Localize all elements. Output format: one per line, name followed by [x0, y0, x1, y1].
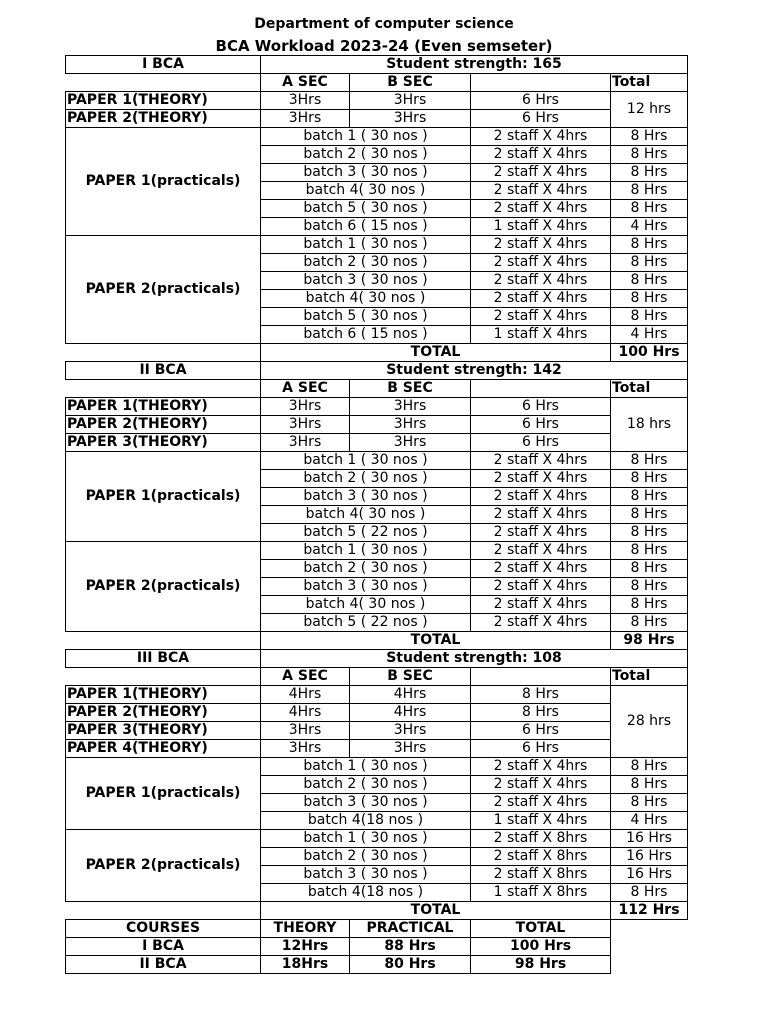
- batch-hours: 16 Hrs: [611, 866, 688, 884]
- theory-total: 18 hrs: [611, 398, 688, 452]
- batch-hours: 4 Hrs: [611, 218, 688, 236]
- a-sec-hours: 4Hrs: [261, 704, 350, 722]
- batch-label: batch 5 ( 22 nos ): [261, 524, 471, 542]
- blank-cell: [66, 668, 261, 686]
- total-label: TOTAL: [261, 902, 611, 920]
- batch-hours: 8 Hrs: [611, 452, 688, 470]
- batch-label: batch 1 ( 30 nos ): [261, 758, 471, 776]
- staff-hours: 2 staff X 4hrs: [471, 164, 611, 182]
- summary-cell: 100 Hrs: [471, 938, 611, 956]
- staff-hours: 2 staff X 4hrs: [471, 146, 611, 164]
- blank-cell: [66, 632, 261, 650]
- year-header-row: [66, 362, 688, 380]
- student-strength: Student strength: 165: [261, 56, 688, 74]
- paper-name: PAPER 3(THEORY): [66, 434, 261, 452]
- staff-hours: 2 staff X 4hrs: [471, 596, 611, 614]
- summary-cell: 18Hrs: [261, 956, 350, 974]
- column-header-row: [66, 74, 688, 92]
- staff-hours: 2 staff X 4hrs: [471, 488, 611, 506]
- theory-row: [66, 92, 688, 110]
- col-b-sec: B SEC: [350, 380, 471, 398]
- batch-hours: 8 Hrs: [611, 776, 688, 794]
- paper-hours: 6 Hrs: [471, 740, 611, 758]
- col-total: Total: [611, 668, 688, 686]
- batch-label: batch 1 ( 30 nos ): [261, 128, 471, 146]
- batch-hours: 8 Hrs: [611, 128, 688, 146]
- year-total: 112 Hrs: [611, 902, 688, 920]
- a-sec-hours: 3Hrs: [261, 110, 350, 128]
- practical-name: PAPER 1(practicals): [66, 128, 261, 236]
- total-row: [66, 902, 688, 920]
- col-b-sec: B SEC: [350, 74, 471, 92]
- theory-row: [66, 686, 688, 704]
- b-sec-hours: 3Hrs: [350, 434, 471, 452]
- staff-hours: 1 staff X 4hrs: [471, 326, 611, 344]
- batch-label: batch 5 ( 30 nos ): [261, 200, 471, 218]
- staff-hours: 2 staff X 8hrs: [471, 848, 611, 866]
- batch-hours: 8 Hrs: [611, 758, 688, 776]
- department-title: Department of computer science: [254, 16, 514, 32]
- col-total: Total: [611, 74, 688, 92]
- staff-hours: 2 staff X 4hrs: [471, 470, 611, 488]
- staff-hours: 1 staff X 8hrs: [471, 884, 611, 902]
- staff-hours: 2 staff X 4hrs: [471, 236, 611, 254]
- batch-hours: 8 Hrs: [611, 470, 688, 488]
- blank-cell: [471, 74, 611, 92]
- paper-name: PAPER 1(THEORY): [66, 398, 261, 416]
- batch-label: batch 2 ( 30 nos ): [261, 776, 471, 794]
- paper-hours: 6 Hrs: [471, 110, 611, 128]
- batch-label: batch 2 ( 30 nos ): [261, 470, 471, 488]
- blank-cell: [66, 902, 261, 920]
- paper-name: PAPER 2(THEORY): [66, 704, 261, 722]
- blank-cell: [611, 920, 688, 938]
- batch-label: batch 3 ( 30 nos ): [261, 578, 471, 596]
- practical-row: [66, 128, 688, 146]
- batch-hours: 4 Hrs: [611, 812, 688, 830]
- batch-label: batch 3 ( 30 nos ): [261, 794, 471, 812]
- paper-name: PAPER 2(THEORY): [66, 110, 261, 128]
- batch-label: batch 4( 30 nos ): [261, 290, 471, 308]
- batch-hours: 8 Hrs: [611, 272, 688, 290]
- batch-hours: 8 Hrs: [611, 200, 688, 218]
- year-title: III BCA: [66, 650, 261, 668]
- year-title: I BCA: [66, 56, 261, 74]
- summary-header: PRACTICAL: [350, 920, 471, 938]
- staff-hours: 2 staff X 4hrs: [471, 182, 611, 200]
- student-strength: Student strength: 108: [261, 650, 688, 668]
- batch-label: batch 1 ( 30 nos ): [261, 830, 471, 848]
- paper-name: PAPER 1(THEORY): [66, 686, 261, 704]
- summary-header: TOTAL: [471, 920, 611, 938]
- batch-label: batch 4( 30 nos ): [261, 596, 471, 614]
- batch-hours: 16 Hrs: [611, 848, 688, 866]
- practical-name: PAPER 1(practicals): [66, 452, 261, 542]
- batch-label: batch 4(18 nos ): [261, 812, 471, 830]
- practical-row: [66, 542, 688, 560]
- workload-table-body: [66, 56, 688, 974]
- practical-row: [66, 452, 688, 470]
- practical-name: PAPER 2(practicals): [66, 236, 261, 344]
- blank-cell: [611, 956, 688, 974]
- batch-hours: 8 Hrs: [611, 884, 688, 902]
- b-sec-hours: 3Hrs: [350, 722, 471, 740]
- paper-name: PAPER 1(THEORY): [66, 92, 261, 110]
- blank-cell: [471, 380, 611, 398]
- staff-hours: 2 staff X 4hrs: [471, 614, 611, 632]
- batch-hours: 8 Hrs: [611, 488, 688, 506]
- batch-label: batch 4(18 nos ): [261, 884, 471, 902]
- staff-hours: 1 staff X 4hrs: [471, 218, 611, 236]
- total-row: [66, 344, 688, 362]
- practical-name: PAPER 2(practicals): [66, 830, 261, 902]
- batch-hours: 8 Hrs: [611, 614, 688, 632]
- paper-hours: 6 Hrs: [471, 722, 611, 740]
- column-header-row: [66, 668, 688, 686]
- batch-hours: 8 Hrs: [611, 560, 688, 578]
- staff-hours: 2 staff X 4hrs: [471, 560, 611, 578]
- staff-hours: 2 staff X 8hrs: [471, 866, 611, 884]
- summary-cell: 98 Hrs: [471, 956, 611, 974]
- batch-label: batch 3 ( 30 nos ): [261, 272, 471, 290]
- summary-header: COURSES: [66, 920, 261, 938]
- summary-header-row: [66, 920, 688, 938]
- column-header-row: [66, 380, 688, 398]
- theory-row: [66, 434, 688, 452]
- summary-row: [66, 938, 688, 956]
- batch-hours: 8 Hrs: [611, 164, 688, 182]
- theory-row: [66, 398, 688, 416]
- batch-label: batch 5 ( 22 nos ): [261, 614, 471, 632]
- batch-hours: 4 Hrs: [611, 326, 688, 344]
- blank-cell: [611, 938, 688, 956]
- batch-label: batch 4( 30 nos ): [261, 506, 471, 524]
- total-label: TOTAL: [261, 632, 611, 650]
- paper-hours: 6 Hrs: [471, 398, 611, 416]
- staff-hours: 2 staff X 4hrs: [471, 272, 611, 290]
- staff-hours: 2 staff X 4hrs: [471, 506, 611, 524]
- total-label: TOTAL: [261, 344, 611, 362]
- staff-hours: 2 staff X 4hrs: [471, 200, 611, 218]
- batch-label: batch 4( 30 nos ): [261, 182, 471, 200]
- summary-cell: I BCA: [66, 938, 261, 956]
- batch-hours: 8 Hrs: [611, 596, 688, 614]
- batch-label: batch 2 ( 30 nos ): [261, 848, 471, 866]
- batch-label: batch 5 ( 30 nos ): [261, 308, 471, 326]
- b-sec-hours: 3Hrs: [350, 92, 471, 110]
- batch-hours: 8 Hrs: [611, 290, 688, 308]
- batch-label: batch 2 ( 30 nos ): [261, 146, 471, 164]
- paper-name: PAPER 2(THEORY): [66, 416, 261, 434]
- staff-hours: 2 staff X 4hrs: [471, 578, 611, 596]
- batch-hours: 8 Hrs: [611, 794, 688, 812]
- batch-hours: 8 Hrs: [611, 542, 688, 560]
- summary-cell: 80 Hrs: [350, 956, 471, 974]
- batch-label: batch 3 ( 30 nos ): [261, 866, 471, 884]
- theory-row: [66, 416, 688, 434]
- a-sec-hours: 3Hrs: [261, 398, 350, 416]
- summary-cell: 88 Hrs: [350, 938, 471, 956]
- paper-hours: 6 Hrs: [471, 92, 611, 110]
- theory-row: [66, 704, 688, 722]
- theory-row: [66, 722, 688, 740]
- col-a-sec: A SEC: [261, 74, 350, 92]
- paper-name: PAPER 4(THEORY): [66, 740, 261, 758]
- col-total: Total: [611, 380, 688, 398]
- year-title: II BCA: [66, 362, 261, 380]
- blank-cell: [66, 344, 261, 362]
- practical-name: PAPER 2(practicals): [66, 542, 261, 632]
- batch-label: batch 3 ( 30 nos ): [261, 164, 471, 182]
- summary-row: [66, 956, 688, 974]
- batch-hours: 8 Hrs: [611, 236, 688, 254]
- staff-hours: 2 staff X 8hrs: [471, 830, 611, 848]
- batch-hours: 8 Hrs: [611, 578, 688, 596]
- batch-hours: 16 Hrs: [611, 830, 688, 848]
- batch-label: batch 6 ( 15 nos ): [261, 326, 471, 344]
- paper-hours: 6 Hrs: [471, 416, 611, 434]
- b-sec-hours: 3Hrs: [350, 740, 471, 758]
- staff-hours: 2 staff X 4hrs: [471, 524, 611, 542]
- blank-cell: [66, 380, 261, 398]
- year-header-row: [66, 56, 688, 74]
- summary-header: THEORY: [261, 920, 350, 938]
- practical-row: [66, 236, 688, 254]
- staff-hours: 2 staff X 4hrs: [471, 452, 611, 470]
- staff-hours: 2 staff X 4hrs: [471, 794, 611, 812]
- paper-hours: 8 Hrs: [471, 686, 611, 704]
- theory-row: [66, 110, 688, 128]
- col-a-sec: A SEC: [261, 668, 350, 686]
- col-b-sec: B SEC: [350, 668, 471, 686]
- practical-row: [66, 758, 688, 776]
- staff-hours: 2 staff X 4hrs: [471, 128, 611, 146]
- batch-hours: 8 Hrs: [611, 506, 688, 524]
- summary-cell: 12Hrs: [261, 938, 350, 956]
- theory-row: [66, 740, 688, 758]
- batch-label: batch 1 ( 30 nos ): [261, 542, 471, 560]
- year-header-row: [66, 650, 688, 668]
- batch-label: batch 3 ( 30 nos ): [261, 488, 471, 506]
- batch-hours: 8 Hrs: [611, 182, 688, 200]
- a-sec-hours: 3Hrs: [261, 722, 350, 740]
- b-sec-hours: 4Hrs: [350, 704, 471, 722]
- blank-cell: [66, 74, 261, 92]
- staff-hours: 2 staff X 4hrs: [471, 776, 611, 794]
- batch-hours: 8 Hrs: [611, 146, 688, 164]
- total-row: [66, 632, 688, 650]
- batch-label: batch 1 ( 30 nos ): [261, 452, 471, 470]
- summary-cell: II BCA: [66, 956, 261, 974]
- a-sec-hours: 4Hrs: [261, 686, 350, 704]
- practical-row: [66, 830, 688, 848]
- a-sec-hours: 3Hrs: [261, 434, 350, 452]
- year-total: 98 Hrs: [611, 632, 688, 650]
- workload-table: [65, 55, 688, 974]
- b-sec-hours: 4Hrs: [350, 686, 471, 704]
- col-a-sec: A SEC: [261, 380, 350, 398]
- a-sec-hours: 3Hrs: [261, 740, 350, 758]
- student-strength: Student strength: 142: [261, 362, 688, 380]
- batch-hours: 8 Hrs: [611, 524, 688, 542]
- practical-name: PAPER 1(practicals): [66, 758, 261, 830]
- theory-total: 28 hrs: [611, 686, 688, 758]
- year-total: 100 Hrs: [611, 344, 688, 362]
- batch-label: batch 2 ( 30 nos ): [261, 560, 471, 578]
- a-sec-hours: 3Hrs: [261, 416, 350, 434]
- staff-hours: 2 staff X 4hrs: [471, 290, 611, 308]
- batch-label: batch 2 ( 30 nos ): [261, 254, 471, 272]
- b-sec-hours: 3Hrs: [350, 110, 471, 128]
- staff-hours: 2 staff X 4hrs: [471, 308, 611, 326]
- blank-cell: [471, 668, 611, 686]
- batch-label: batch 6 ( 15 nos ): [261, 218, 471, 236]
- b-sec-hours: 3Hrs: [350, 416, 471, 434]
- staff-hours: 1 staff X 4hrs: [471, 812, 611, 830]
- staff-hours: 2 staff X 4hrs: [471, 758, 611, 776]
- staff-hours: 2 staff X 4hrs: [471, 542, 611, 560]
- batch-label: batch 1 ( 30 nos ): [261, 236, 471, 254]
- a-sec-hours: 3Hrs: [261, 92, 350, 110]
- paper-name: PAPER 3(THEORY): [66, 722, 261, 740]
- batch-hours: 8 Hrs: [611, 308, 688, 326]
- workload-title: BCA Workload 2023-24 (Even semseter): [215, 37, 553, 55]
- b-sec-hours: 3Hrs: [350, 398, 471, 416]
- paper-hours: 6 Hrs: [471, 434, 611, 452]
- batch-hours: 8 Hrs: [611, 254, 688, 272]
- theory-total: 12 hrs: [611, 92, 688, 128]
- paper-hours: 8 Hrs: [471, 704, 611, 722]
- staff-hours: 2 staff X 4hrs: [471, 254, 611, 272]
